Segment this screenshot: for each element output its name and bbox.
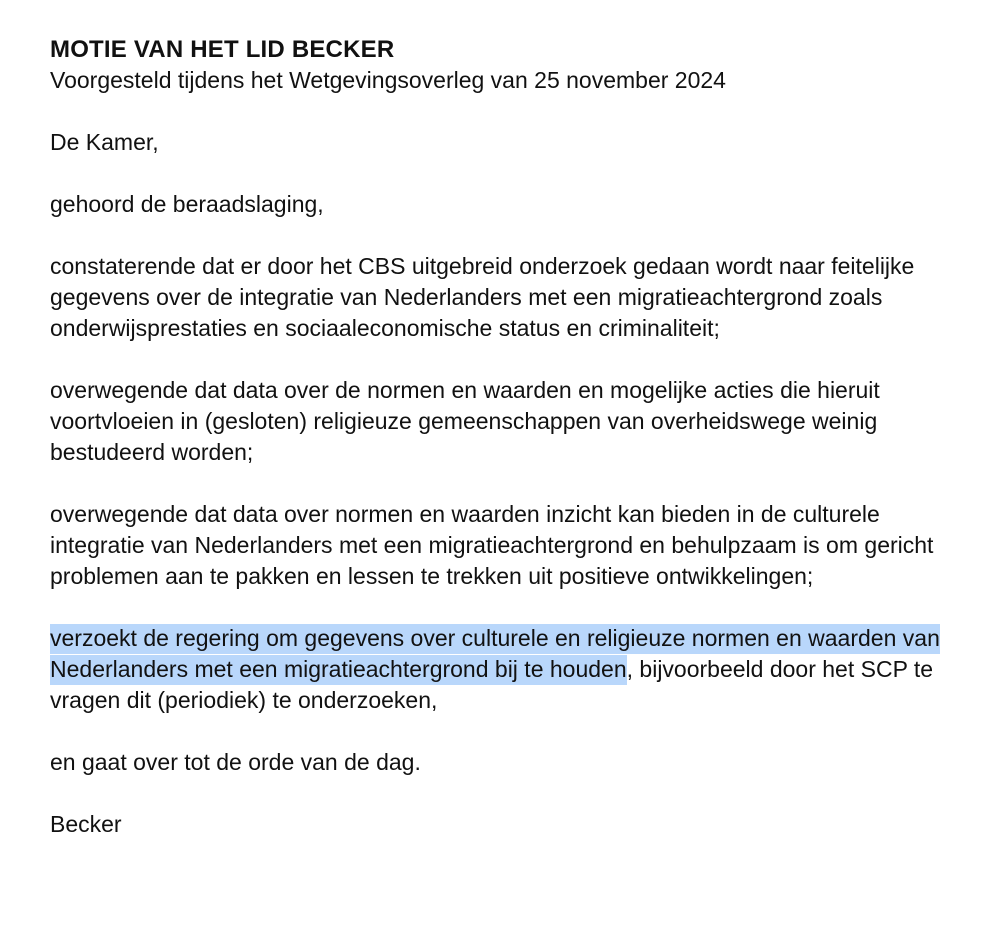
closing-clause: en gaat over tot de orde van de dag. xyxy=(50,749,421,775)
signature: Becker xyxy=(50,811,122,837)
consideration-paragraph: constaterende dat er door het CBS uitgebreid onderzoek gedaan wordt naar feitelijke gegevens over de integratie van Nederlanders met een migratieachtergrond zoals onderwijsprestaties en sociaaleconomische status en criminaliteit; xyxy=(50,253,915,341)
request-continuation: , bijvoorbeeld door het SCP te vragen dit (periodiek) te onderzoeken, xyxy=(50,656,934,713)
motion-title: MOTIE VAN HET LID BECKER xyxy=(50,36,395,63)
request-paragraph xyxy=(50,623,980,716)
selected-text-highlight[interactable]: verzoekt de regering om gegevens over culturele en religieuze normen en waarden van Nederlanders met een migratieachtergrond bij te houden xyxy=(50,624,940,685)
motion-subtitle: Voorgesteld tijdens het Wetgevingsoverleg van 25 november 2024 xyxy=(50,67,726,93)
addressee: De Kamer, xyxy=(50,129,159,155)
heard-clause: gehoord de beraadslaging, xyxy=(50,191,324,217)
consideration-paragraph: overwegende dat data over normen en waarden inzicht kan bieden in de culturele integratie van Nederlanders met een migratieachtergrond en behulpzaam is om gericht problemen aan te pakken en lessen te trekken uit positieve ontwikkelingen; xyxy=(50,501,934,589)
consideration-paragraph: overwegende dat data over de normen en waarden en mogelijke acties die hieruit voortvloeien in (gesloten) religieuze gemeenschappen van overheidswege weinig bestudeerd worden; xyxy=(50,377,880,465)
motion-document xyxy=(50,34,980,840)
